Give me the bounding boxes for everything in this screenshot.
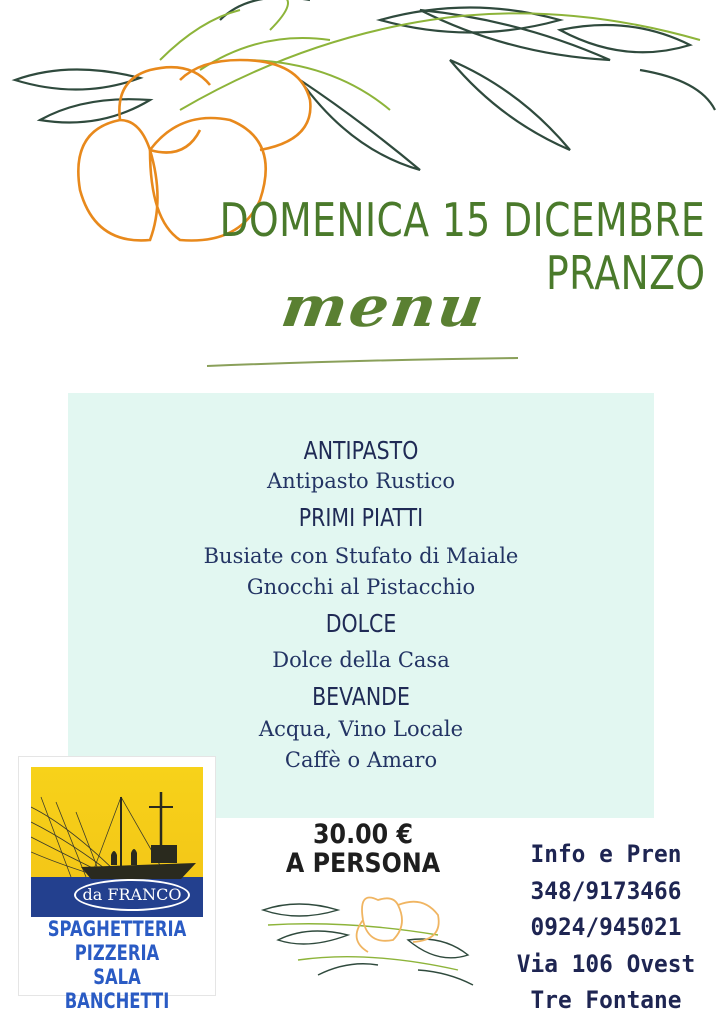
phone-number: 0924/945021 [530, 913, 682, 941]
menu-section-primi [68, 503, 654, 603]
address-line: Via 106 Ovest [516, 949, 696, 978]
price-block [268, 820, 458, 878]
price-amount: 30.00 € [313, 819, 413, 850]
dish-item: Caffè o Amaro [284, 748, 438, 772]
dish-item: Acqua, Vino Locale [258, 717, 464, 741]
contact-info [492, 836, 720, 1019]
section-heading: PRIMI PIATTI [298, 503, 424, 532]
section-heading: DOLCE [325, 609, 397, 638]
phone-number: 348/9173466 [530, 876, 682, 905]
logo-services [19, 917, 215, 1013]
logo-line: SALA BANCHETTI [64, 965, 170, 1013]
info-line: Info e Pren [530, 840, 682, 868]
floral-decoration-bottom [258, 880, 478, 990]
menu-underline-divider [205, 352, 520, 372]
restaurant-logo [18, 756, 216, 1013]
menu-section-antipasto [68, 436, 654, 497]
logo-line: PIZZERIA [74, 941, 160, 965]
logo-line: SPAGHETTERIA [47, 917, 187, 941]
section-heading: BEVANDE [312, 682, 410, 711]
meal-title: PRANZO [545, 246, 705, 300]
brand-oval: da FRANCO [74, 879, 190, 911]
dish-item: Antipasto Rustico [266, 469, 455, 493]
price-unit: A PERSONA [285, 848, 441, 879]
event-date-title: DOMENICA 15 DICEMBRE [219, 193, 705, 247]
dish-item: Busiate con Stufato di Maiale [203, 544, 519, 568]
dish-item: Gnocchi al Pistacchio [246, 575, 476, 599]
menu-section-dolce [68, 609, 654, 676]
menu-script-heading: menu [277, 273, 490, 340]
section-heading: ANTIPASTO [303, 436, 419, 465]
address-line: Tre Fontane [530, 986, 682, 1014]
dish-item: Dolce della Casa [272, 648, 450, 672]
menu-list [68, 430, 654, 776]
